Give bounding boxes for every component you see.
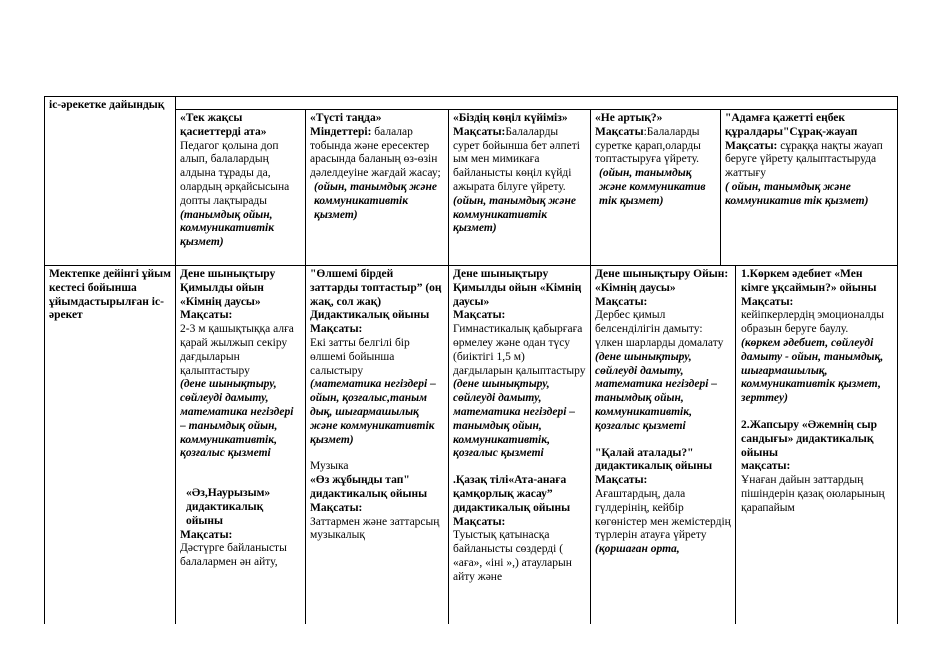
cell-title: «Біздің көңіл күйіміз» bbox=[453, 112, 568, 124]
cell-title: Дене шынықтыру Ойын: «Кімнің даусы» bbox=[595, 268, 729, 294]
row-divider bbox=[44, 265, 898, 266]
goal-text: 2-3 м қашықтыққа алға қарай жылжып секіру дағдыларын қалыптастыру bbox=[180, 323, 294, 377]
cell-title-2: .Қазақ тілі«Ата-анаға қамқорлық жасау” дидактикалық ойыны bbox=[453, 474, 571, 514]
music-label: Музыка bbox=[310, 460, 349, 473]
goal-text: Гимнастикалық қабырғаға өрмелеу және одан түсу (биіктігі 1,5 м) дағдыларын қалыптастыру bbox=[453, 323, 586, 377]
row1-cell-2 bbox=[310, 112, 444, 264]
row1-col-border-2 bbox=[448, 109, 449, 265]
goal-text: кейіпкерлердің эмоционалды образын беруге баулу. bbox=[741, 309, 885, 336]
goal-text: Балаларды сурет бойынша бет әлпеті ым мен мимикаға байланысты көңіл күйді ажырата білуге үйрету. bbox=[453, 125, 580, 193]
cell-activity-tag: ( ойын, танымдық және коммуникатив тік қызмет) bbox=[725, 180, 869, 207]
goal-text: Дербес қимыл белсенділігін дамыту: үлкен шарларды домалату bbox=[595, 309, 724, 349]
cell-title: "Өлшемі бірдей заттарды топтастыр” (оң жақ, сол жақ) Дидактикалық ойыны bbox=[310, 268, 442, 322]
goal-label-2: Мақсаты: bbox=[453, 515, 506, 528]
goal-text-2: Туыстық қатынасқа байланысты сөздерді ( «аға», «іні »,) атауларын айту және bbox=[453, 529, 572, 583]
goal-label: Мақсаты: bbox=[725, 139, 778, 152]
cell-title: Дене шынықтыру Қимылды ойын «Кімнің даусы» bbox=[180, 268, 276, 308]
cell-title: "Адамға қажетті еңбек құралдары"Сұрақ-жауап bbox=[725, 112, 858, 138]
goal-text: сұраққа нақты жауап беруге үйрету қалыптастыруда жаттығу bbox=[725, 139, 883, 180]
row1-inner-top-border bbox=[175, 109, 898, 110]
row1-col-border-4 bbox=[720, 109, 721, 265]
cell-goal bbox=[725, 140, 895, 181]
goal-text: :Балаларды суретке қарап,оларды топтастыруға үйрету. bbox=[595, 125, 701, 166]
goal-text-2: Ұнаған дайын заттардың пішіндерін қазақ оюларының қарапайым bbox=[741, 474, 885, 514]
row1-cell-5 bbox=[725, 112, 895, 264]
goal-label: Мақсаты bbox=[595, 125, 644, 138]
row1-cell-3 bbox=[453, 112, 587, 264]
goal-label-2: Мақсаты: bbox=[180, 528, 233, 541]
label-col-border bbox=[175, 96, 176, 624]
row2-col-border-3 bbox=[590, 265, 591, 624]
goal-label-2: Мақсаты: bbox=[310, 501, 363, 514]
row1-label: іс-әрекетке дайындық bbox=[49, 99, 165, 111]
goal-label: Міндеттері: bbox=[310, 125, 372, 138]
cell-goal bbox=[595, 126, 717, 167]
goal-label: Мақсаты: bbox=[741, 295, 794, 308]
cell-title: «Түсті таңда» bbox=[310, 112, 382, 124]
goal-text: балалар тобында және ересектер арасында баланың өз-өзін дәлелдеуіне жағдай жасау; bbox=[310, 125, 441, 180]
goal-label: Мақсаты: bbox=[453, 125, 506, 138]
row2-cell-5 bbox=[741, 268, 893, 623]
table-left-border bbox=[44, 96, 45, 624]
cell-title-2: 2.Жапсыру «Әжемнің сыр сандығы» дидактикалық ойыны bbox=[741, 418, 878, 459]
cell-title-2: «Әз,Наурызым» дидактикалық ойыны bbox=[186, 487, 271, 527]
goal-label-2: Мақсаты: bbox=[595, 474, 648, 487]
row1-cell-4 bbox=[595, 112, 717, 264]
row2-cell-4 bbox=[595, 268, 732, 623]
row2-col-border-4 bbox=[735, 265, 736, 624]
table-top-border bbox=[44, 96, 898, 97]
goal-text-2: Ағаштардың, дала гүлдерінің, кейбір көгөністер мен жемістердің түрлерін атауға үйрету bbox=[595, 487, 731, 542]
cell-title: «Тек жақсы қасиеттерді ата» bbox=[180, 112, 267, 138]
cell-title-2: "Қалай аталады?" дидактикалық ойыны bbox=[595, 446, 713, 473]
cell-title: 1.Көркем әдебиет «Мен кімге ұқсаймын?» ойыны bbox=[741, 268, 877, 294]
cell-activity-tag-2: (қоршаған орта, bbox=[595, 543, 680, 556]
cell-activity-tag: (ойын, танымдық және коммуникативтік қызмет) bbox=[453, 194, 576, 235]
row2-col-border-1 bbox=[305, 265, 306, 624]
goal-text-2: Заттармен және заттарсың музыкалық bbox=[310, 515, 440, 542]
row2-cell-3 bbox=[453, 268, 587, 623]
cell-title: «Не артық?» bbox=[595, 112, 663, 124]
goal-text-2: Дәстүрге байланысты балалармен ән айту, bbox=[180, 542, 287, 569]
row2-cell-2 bbox=[310, 268, 444, 623]
goal-label: Мақсаты: bbox=[310, 323, 363, 336]
cell-activity-tag: (көркем әдебиет, сөйлеуді дамыту - ойын, танымдық, шығармашылық, коммуникативтік қызмет, зерттеу) bbox=[741, 336, 884, 405]
goal-label: Мақсаты: bbox=[453, 309, 506, 322]
goal-label: Мақсаты: bbox=[180, 309, 233, 322]
row1-col-border-1 bbox=[305, 109, 306, 265]
row1-col-border-3 bbox=[590, 109, 591, 265]
cell-title: Дене шынықтыру Қимылды ойын «Кімнің даусы» bbox=[453, 268, 582, 308]
cell-activity-tag: (танымдық ойын, коммуникативтік қызмет) bbox=[180, 208, 275, 249]
goal-text: Екі затты белгілі бір өлшемі бойынша салыстыру bbox=[310, 336, 410, 377]
row2-cell-1 bbox=[180, 268, 302, 623]
cell-text: Педагог қолына доп алып, балалардың алдына тұрады да, олардың әрқайсысына допты лақтырады bbox=[180, 139, 290, 207]
row2-label: Мектепке дейінгі ұйым кестесі бойынша ұйымдастырылған іс-әрекет bbox=[49, 268, 171, 322]
row2-col-border-2 bbox=[448, 265, 449, 624]
cell-activity-tag: (дене шынықтыру, сөйлеуді дамыту, математика негіздері – танымдық ойын, коммуникативтік, қозғалыс қызметі bbox=[595, 350, 718, 432]
goal-label-2: мақсаты: bbox=[741, 460, 791, 473]
cell-activity-tag: (ойын, танымдық және коммуникатив тік қызмет) bbox=[599, 167, 706, 207]
cell-goal bbox=[453, 126, 587, 195]
table-right-border bbox=[897, 96, 898, 624]
goal-label: Мақсаты: bbox=[595, 295, 648, 308]
cell-activity-tag: (математика негіздері – ойын, қозғалыс,таным дық, шығармашылық және коммуникативтік қызмет) bbox=[310, 378, 436, 446]
row1-cell-1 bbox=[180, 112, 302, 264]
cell-activity-tag: (дене шынықтыру, сөйлеуді дамыту, математика негіздері – танымдық ойын, коммуникативтік, қозғалыс қызметі bbox=[180, 378, 294, 460]
cell-goal bbox=[310, 126, 444, 181]
cell-activity-tag: (ойын, танымдық және коммуникативтік қызмет) bbox=[314, 180, 437, 221]
cell-title-2: «Өз жұбыңды тап" дидактикалық ойыны bbox=[310, 474, 428, 500]
cell-activity-tag: (дене шынықтыру, сөйлеуді дамыту, математика негіздері – танымдық ойын, коммуникативтік, қозғалыс қызметі bbox=[453, 378, 576, 460]
